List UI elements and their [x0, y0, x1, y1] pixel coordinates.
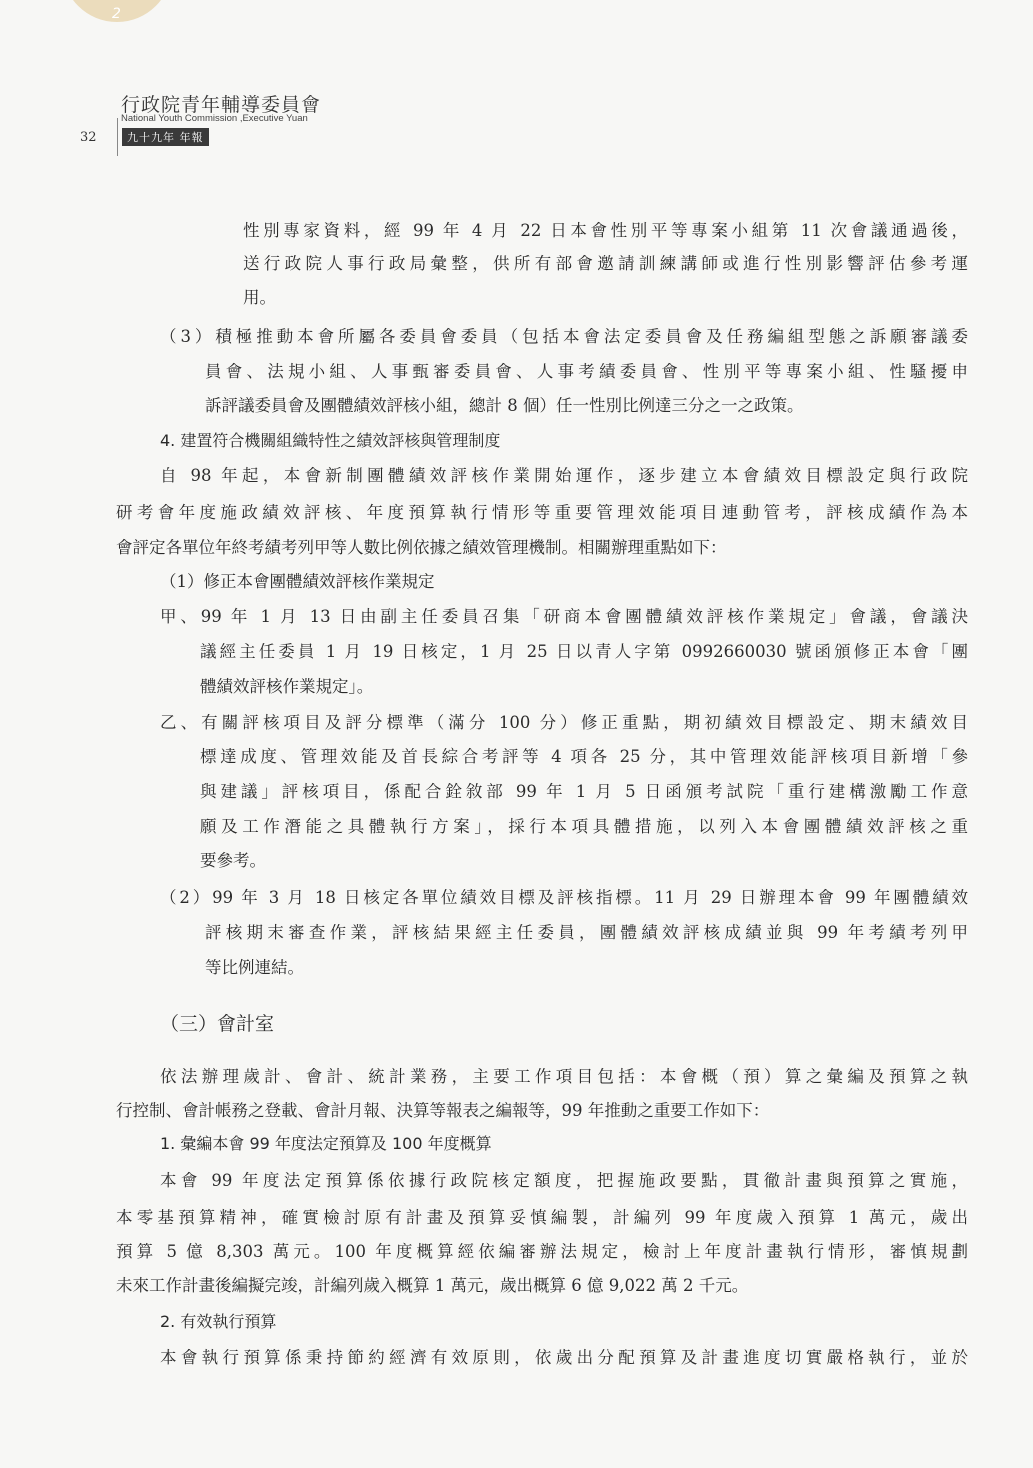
text-line: 本零基預算精神，確實檢討原有計畫及預算妥慎編製，計編列 99 年度歲入預算 1 萬元，歲出: [116, 1208, 968, 1227]
text-line: 研考會年度施政績效評核、年度預算執行情形等重要管理效能項目連動管考，評核成績作為本: [116, 503, 968, 522]
text-line: 議經主任委員 1 月 19 日核定，1 月 25 日以青人字第 0992660030 號函頒修正本會「團: [200, 642, 968, 661]
section-heading: （三）會計室: [160, 1013, 275, 1035]
org-name-chinese: 行政院青年輔導委員會: [121, 94, 322, 116]
text-line: 本會 99 年度法定預算係依據行政院核定額度，把握施政要點，貫徹計畫與預算之實施，: [160, 1171, 968, 1190]
page-number: 32: [80, 130, 97, 145]
text-line: 要參考。: [200, 851, 266, 870]
text-line: 預算 5 億 8,303 萬元。100 年度概算經依編審辦法規定，檢討上年度計畫執行情形，審慎規劃: [116, 1242, 968, 1261]
text-line: 員會、法規小組、人事甄審委員會、人事考績委員會、性別平等專案小組、性騷擾申: [205, 362, 968, 381]
text-line: 依法辦理歲計、會計、統計業務，主要工作項目包括：本會概（預）算之彙編及預算之執: [160, 1067, 968, 1086]
subsection-heading: 2. 有效執行預算: [160, 1312, 277, 1331]
subsection-heading: 4. 建置符合機關組織特性之績效評核與管理制度: [160, 431, 501, 450]
text-line: （2）99 年 3 月 18 日核定各單位績效目標及評核指標。11 月 29 日辦理本會 99 年團體績效: [160, 888, 968, 907]
text-line: 甲、99 年 1 月 13 日由副主任委員召集「研商本會團體績效評核作業規定」會議，會議決: [160, 607, 968, 626]
chapter-number: 2: [112, 6, 121, 22]
text-line: 送行政院人事行政局彙整，供所有部會邀請訓練講師或進行性別影響評估參考運: [243, 254, 968, 273]
text-line: 體績效評核作業規定」。: [200, 677, 374, 696]
text-line: 本會執行預算係秉持節約經濟有效原則，依歲出分配預算及計畫進度切實嚴格執行，並於: [160, 1348, 968, 1367]
text-line: （1）修正本會團體績效評核作業規定: [160, 572, 435, 591]
text-line: 乙、有關評核項目及評分標準（滿分 100 分）修正重點，期初績效目標設定、期末績效目: [160, 713, 968, 732]
text-line: 會評定各單位年終考績考列甲等人數比例依據之績效管理機制。相關辦理重點如下：: [116, 538, 727, 557]
text-line: 性別專家資料，經 99 年 4 月 22 日本會性別平等專案小組第 11 次會議通過後，: [243, 221, 968, 240]
text-line: 訴評議委員會及團體績效評核小組，總計 8 個）任一性別比例達三分之一之政策。: [205, 396, 804, 415]
text-line: 行控制、會計帳務之登載、會計月報、決算等報表之編報等，99 年推動之重要工作如下：: [116, 1101, 770, 1120]
text-line: （3）積極推動本會所屬各委員會委員（包括本會法定委員會及任務編組型態之訴願審議委: [160, 327, 968, 346]
text-line: 評核期末審查作業，評核結果經主任委員，團體績效評核成績並與 99 年考績考列甲: [205, 923, 968, 942]
subsection-heading: 1. 彙編本會 99 年度法定預算及 100 年度概算: [160, 1134, 492, 1153]
text-line: 標達成度、管理效能及首長綜合考評等 4 項各 25 分，其中管理效能評核項目新增「參: [200, 747, 968, 766]
text-line: 自 98 年起，本會新制團體績效評核作業開始運作，逐步建立本會績效目標設定與行政院: [160, 466, 968, 485]
header-divider: [117, 118, 118, 156]
text-line: 等比例連結。: [205, 958, 304, 977]
org-name-english: National Youth Commission ,Executive Yuan: [121, 113, 308, 124]
text-line: 願及工作潛能之具體執行方案」，採行本項具體措施，以列入本會團體績效評核之重: [200, 817, 968, 836]
text-line: 與建議」評核項目，係配合銓敘部 99 年 1 月 5 日函頒考試院「重行建構激勵工作意: [200, 782, 968, 801]
text-line: 未來工作計畫後編擬完竣，計編列歲入概算 1 萬元，歲出概算 6 億 9,022 萬 2 千元。: [116, 1276, 749, 1295]
text-line: 用。: [243, 288, 276, 307]
report-label: 九十九年 年報: [122, 128, 209, 146]
